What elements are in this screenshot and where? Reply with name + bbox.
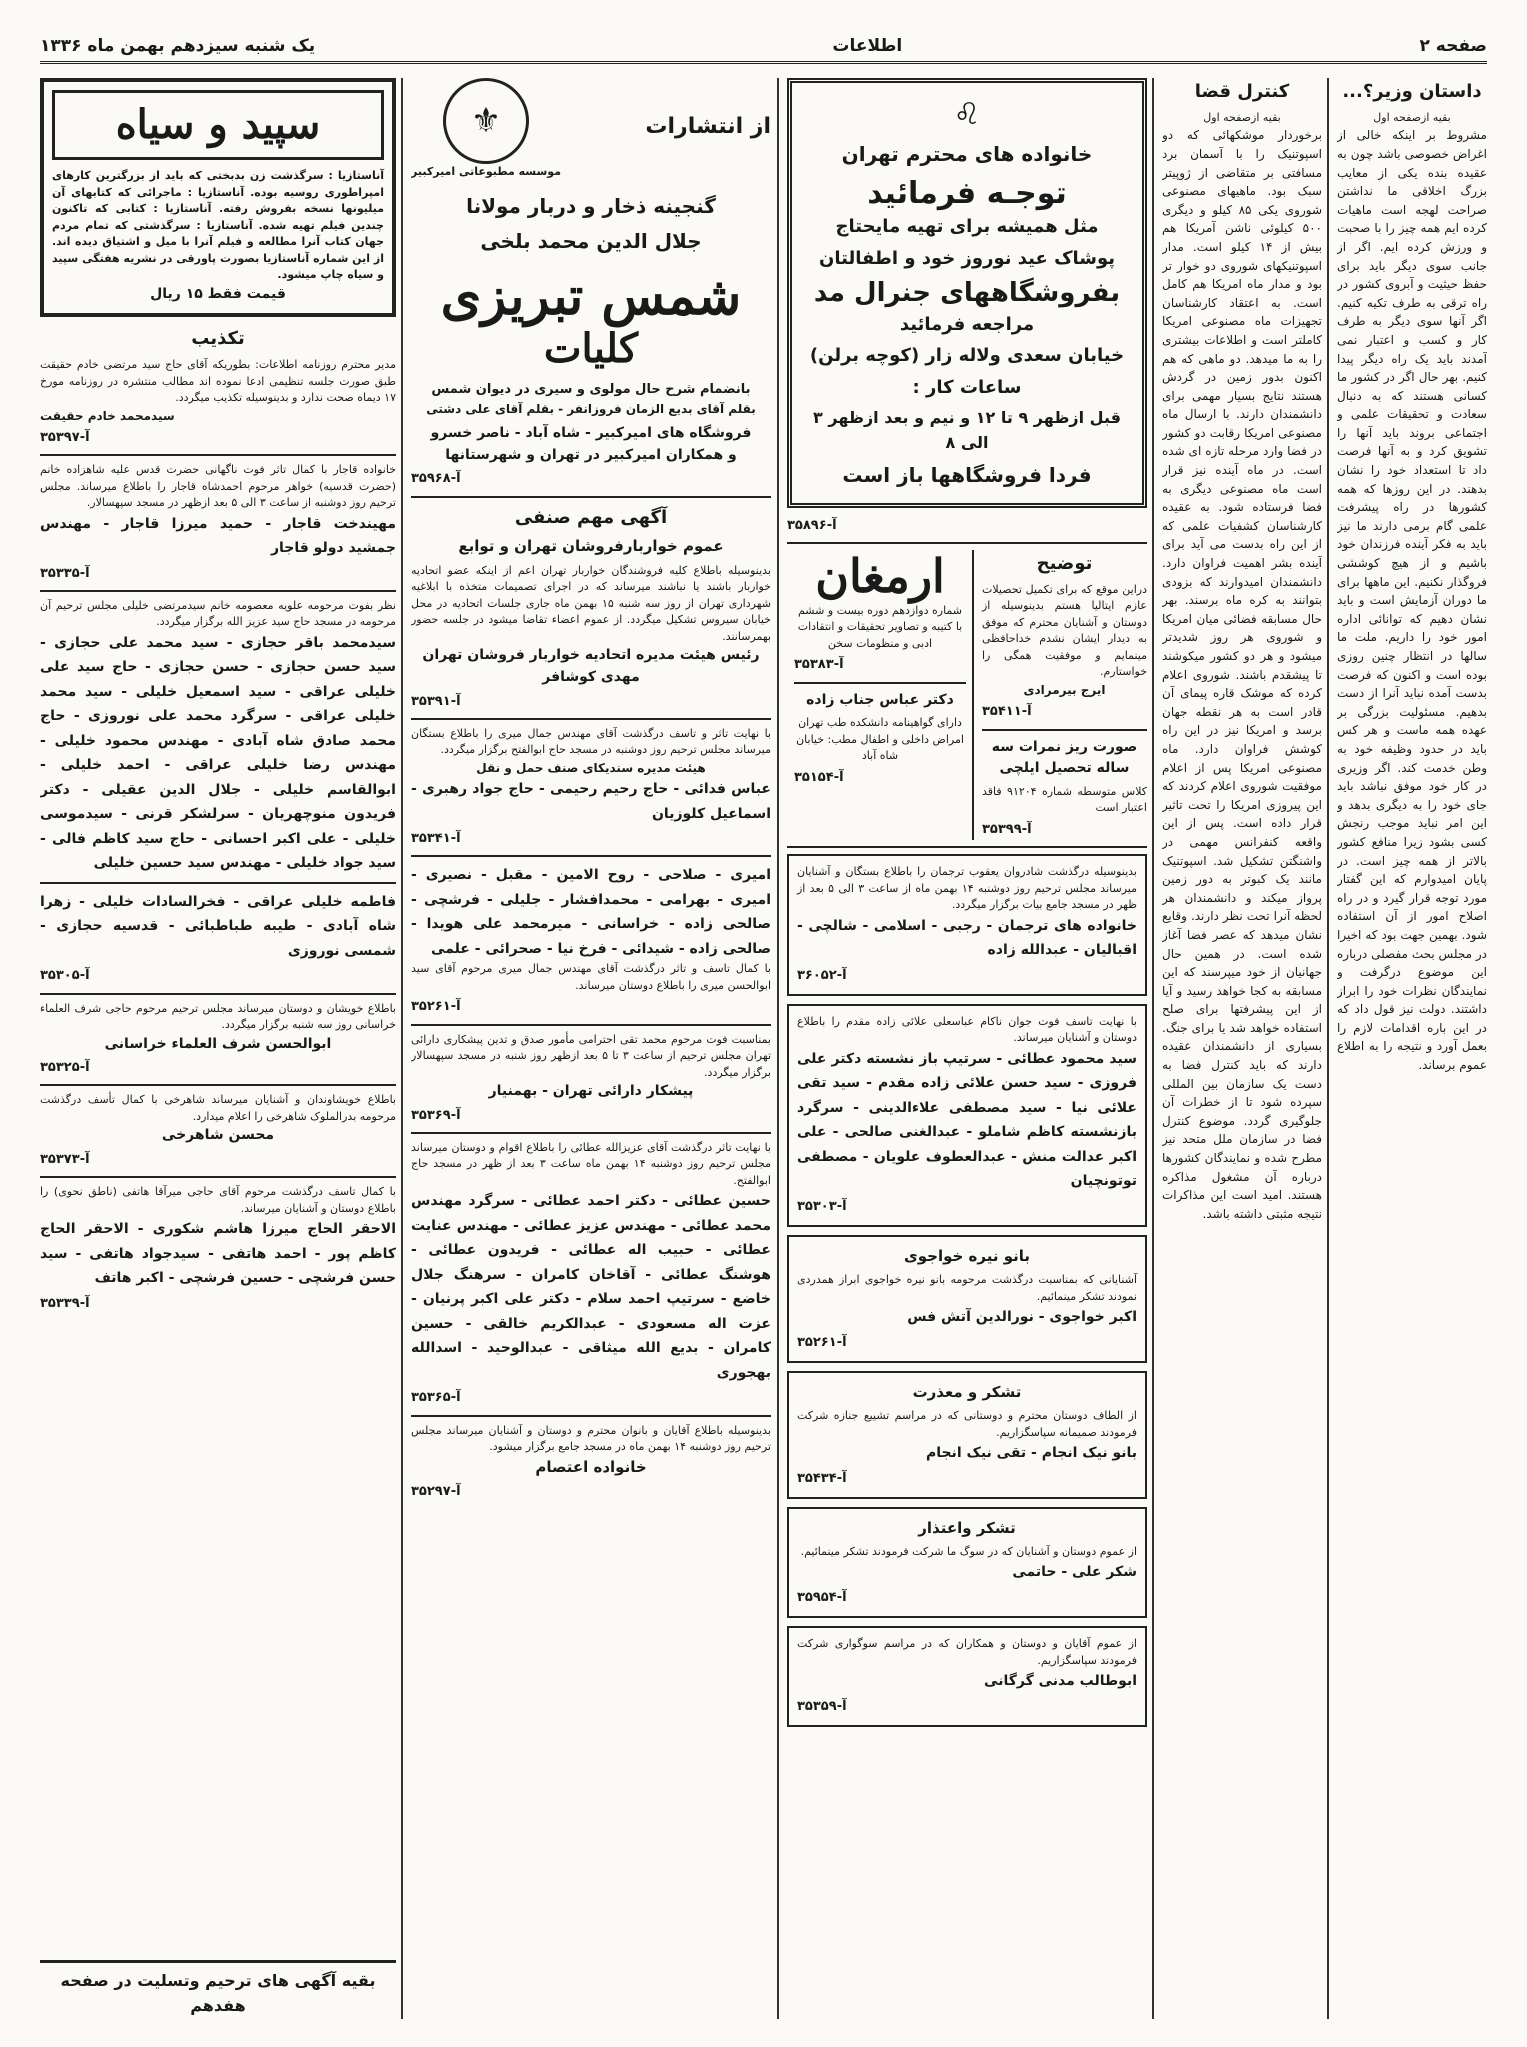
notice-body: از عموم دوستان و آشنایان که در سوگ ما شرکت فرمودند تشکر مینمائیم.: [800, 1544, 1137, 1558]
notice-title: توضیح: [1036, 552, 1093, 574]
magazine-masthead: سپید و سیاه: [52, 90, 384, 160]
column-ads-center: [787, 78, 1147, 2019]
ad-ref: آ-۳۵۹۶۸: [411, 471, 461, 487]
notice-ref: آ-۳۵۴۱۱: [982, 704, 1032, 720]
notice-names: عباس فدائی - حاج رحیم رحیمی - حاج جواد رهبری - اسماعیل کلوزیان: [411, 781, 771, 822]
notice-body: بدینوسیله باطلاع کلیه فروشندگان خواربار تهران اعم از اینکه عضو اتحادیه خواربار باشند یا نباشند میرساند که در اجرای تصمیمات متخذه با ابلاغیه شهرداری تهران از روز سه شنبه ۱۵ بهمن ماه جاری جلسات اتحادیه در محل خیابان سیروس تشکیل میگردد. از عموم اعضاء تقاضا میشود در جلسه حضور بهمرسانند.: [411, 563, 771, 643]
tozi-notice: [982, 550, 1147, 840]
notice-names: شکر علی - حاتمی: [1012, 1564, 1137, 1581]
divider: [411, 855, 771, 857]
notice-names: مهیندخت قاجار - حمید میرزا قاجار - مهندس جمشید دولو قاجار: [40, 515, 396, 557]
notice-body: بدینوسیله باطلاع آقایان و بانوان محترم و دوستان و آشنایان میرساند مجلس ترحیم روز دوشنبه ۱۴ بهمن ماه در مسجد جامع برگزار میشود.: [411, 1423, 771, 1454]
notice-subtitle: عموم خواربارفروشان تهران و توابع: [458, 537, 724, 556]
divider: [411, 1132, 771, 1134]
doctor-name: دکتر عباس جناب زاده: [806, 691, 954, 708]
notice-body: نظر بفوت مرحومه علویه معصومه خانم سیدمرتضی خلیلی مجلس ترحیم آن مرحومه در مسجد حاج سید عزیز الله برگزار میگردد.: [40, 598, 396, 629]
book-line: گنجینه ذخار و دربار مولانا: [466, 193, 716, 218]
notice-ref: آ-۳۵۳۵۹: [797, 1698, 847, 1714]
notice-sign: پیشکار دارائی تهران - بهمنیار: [488, 1083, 694, 1100]
notice-names: الاحقر الحاج میرزا هاشم شکوری - الاحقر الحاج کاظم پور - احمد هاتفی - سیدجواد هاتفی - سید حسن فرشچی - حسین فرشچی - اکبر هاتف: [40, 1221, 396, 1287]
notice-body: با کمال تاسف و تاثر درگذشت آقای مهندس جمال میری مرحوم آقای سید ابوالحسن میری را باطلاع دوستان میرساند.: [411, 962, 771, 992]
notice-ref: آ-۳۵۳۷۳: [40, 1152, 90, 1168]
notice-sign: ایرج بیرمرادی: [1023, 682, 1106, 697]
ad-hours-label: ساعات کار :: [912, 377, 1022, 399]
notice-names: سیدمحمد باقر حجازی - سید محمد علی حجازی - سید حسن حجازی - حسن حجازی - حاج سید علی خلیلی عراقی - سید اسمعیل خلیلی - سید محمد خلیلی عراقی - سرگرد محمد علی نوروزی - حاج محمد صادق شاه آبادی - مهندس محمود خلیلی - مهندس رضا خلیلی عراقی - احمد خلیلی - ابوالقاسم خلیلی - جلال الدین عقیلی - دکتر فریدون منوچهریان - سرلشکر قرنی - سیدموسی خلیلی - علی اکبر احسانی - حاج سید کاظم فالی - سید جواد خلیلی - مهندس سید حسین خلیلی: [40, 634, 396, 872]
notice-names: امیری - صلاحی - روح الامین - مقبل - نصیری - امیری - بهرامی - محمدافشار - جلیلی - فرشچی - صالحی زاده - خراسانی - میرمحمد علی هویدا - صالحی زاده - شیدائی - فرخ نیا - صحرائی - علمی: [411, 867, 771, 957]
column-divider: [1152, 78, 1154, 2019]
divider: [40, 454, 396, 456]
ad-address: خیابان سعدی ولاله زار (کوچه برلن): [809, 345, 1125, 367]
notice-ref: آ-۳۵۳۲۵: [40, 1060, 90, 1076]
divider: [40, 882, 396, 884]
notice-ref: آ-۳۵۳۳۵: [40, 565, 90, 581]
notice-body: با نهایت تاثر و تاسف درگذشت آقای مهندس جمال میری را باطلاع بستگان میرساند مجلس ترحیم روز دوشنبه در مسجد حاج ابوالفتح برگزار میگردد.: [411, 726, 771, 757]
notice-names: ابوطالب مدنی گرگانی: [984, 1673, 1137, 1690]
article-body: مشروط بر اینکه خالی از اغراض خصوصی باشد چون به عقیده بنده یکی از معایب بزرگ اخلاقی ما نداشتن صراحت لهجه است ماهیات کرده ایم همه چیز را با صحبت و ورزش کرده ایم. اگر از جانب سوی دیگر باید برای حفظ حیثیت و آبروی کشور در راه ترقی به طرف تکیه کنیم. اگر آنها سوی دیگر به طرف کار و کسب و اعتبار نمی آمدند باید یک راه دیگر پیدا کنیم. بهر حال اگر در کشور ما کسانی هستند که به دنبال سعادت و تحقیقات علمی و اجتماعی بروند باید آنها را تشویق کرد و به آنها فرصت داد تا استعداد خود را نشان بدهند. در این روزها که همه کشورها در راه پیشرفت علمی گام برمی دارند ما نیز باید به فکر آینده فرزندان خود باشیم و از هیچ کوششی فروگذار نکنیم. این ماهها برای ما دوران آزمایش است و باید نشان دهیم که توانائی اداره امور خود را داریم. ملت ما سالها در انتظار چنین روزی بوده است و اکنون که فرصت بدست آمده نباید آنرا از دست بدهیم. مسئولیت بزرگی بر عهده همه ماست و هر کس باید در حدود وظیفه خود به وطن خدمت کند. اگر وزیری در کار خود موفق نباشد باید جای خود را به دیگری بدهد و این امر نباید موجب رنجش کسی بشود زیرا منافع کشور بالاتر از همه چیز است. در پایان امیدوارم که این گفتار مورد توجه قرار گیرد و در راه اصلاح امور از آن استفاده شود. بهمین جهت بود که اخیرا در مجلس بحث مفصلی درباره این موضوع درگرفت و نمایندگان نظرات خود را ابراز داشتند. دولت نیز قول داد که در این باره اقدامات لازم را بعمل آورد و نتیجه را به اطلاع عموم برساند.: [1337, 128, 1487, 1073]
lion-logo-icon: ♌: [953, 96, 981, 132]
notice-body: باطلاع خویشاوندان و آشنایان میرساند شاهرخی با کمال تأسف درگذشت مرحومه بدرالملوک شاهرخی را اعلام میدارد.: [40, 1093, 396, 1123]
notice-ref: آ-۳۵۳۹۷: [40, 430, 90, 446]
notice-ref: آ-۳۵۴۳۴: [797, 1470, 847, 1486]
notice-title: بانو نیره خواجوی: [903, 1246, 1030, 1265]
book-stores: و همکاران امیرکبیر در تهران و شهرستانها: [445, 446, 737, 463]
divider: [982, 729, 1147, 731]
ad-headline: توجـه فرمائید: [867, 176, 1067, 211]
divider: [411, 1024, 771, 1026]
notice-names: بانو نیک انجام - تقی نیک انجام: [925, 1445, 1137, 1462]
divider: [40, 1176, 396, 1178]
row-tozi-armaghan: [787, 550, 1147, 840]
divider: [40, 590, 396, 592]
paper-name: اطلاعات: [832, 35, 903, 56]
notice-title: تشکر و معذرت: [912, 1382, 1022, 1401]
alaei-notice: [787, 1004, 1147, 1227]
article-body: برخوردار موشکهائی که دو اسپوتنیک را با آسمان برد مسافتی بر متقاضی از ژوپیتر سبک بود. ماهیهای مصنوعی شوروی یکی ۸۵ کیلو و دیگری ۵۰۰ کیلوئی ناشن آمریکا هم بیش از ۱۴ کیلو است. مدار اسپوتنیکهای شوروی دو خوار تر بود و مدار ماه امریکا هم کامل است. به اعتقاد کارشناسان تجهیزات ماه مصنوعی امریکا کاملتر است و اطلاعات بیشتری را به ما میدهد. دو ماهی که هم اکنون بدور زمین در گردش هستند نتایج بسیار مهمی برای دانشمندان دارند. با ارسال ماه مصنوعی امریکا رقابت دو کشور در فضا وارد مرحله تازه ای شده است. در ماه آینده نیز قرار است ماه مصنوعی دیگری به فضا فرستاده شود. به عقیده کارشناسان کشفیات علمی که از این راه بدست می آید برای آینده بشر اهمیت فراوان دارد. دانشمندان امیدوارند که بزودی بتوانند به کره ماه برسند. بهر حال مسابقه فضائی میان امریکا و شوروی هر روز شدیدتر میشود و هر دو کشور میکوشند تا پیشقدم باشند. شوروی اعلام کرده که موشک قاره پیمای آن قادر است به هر نقطه جهان برسد و امریکا نیز در این راه کوشش فراوان دارد. ماه مصنوعی امریکا پس از اعلام موفقیت شوروی اعلام کردند که این پیروزی امریکا را تحت تاثیر قرار داده است. پس از این واقعه کنفرانس مهمی در واشنگتن تشکیل شد. اسپوتنیک مانند یک کبوتر به دور زمین پرواز میکند و دانشمندان هر لحظه آنرا تحت نظر دارند. وقایع نشان میدهد که عصر فضا آغاز شده است. در همین حال جهانیان از خود میپرسند که این مسابقه به کجا خواهد رسید و آیا از این پیشرفتها برای صلح استفاده خواهد شد یا برای جنگ. بسیاری از دانشمندان عقیده دارند که باید کنترل فضا به دست یک سازمان بین المللی سپرده شود تا از خطرات آن جلوگیری گردد. موضوع کنترل فضا در سازمان ملل متحد نیز مطرح شده و نمایندگان کشورها درباره آن مشغول مذاکره هستند. امید است این مذاکرات نتیجه مثبتی داشته باشد.: [1162, 128, 1322, 1221]
page-header: [40, 30, 1487, 64]
issue-date: یک شنبه سیزدهم بهمن ماه ۱۳۳۶: [40, 35, 316, 56]
notice-ref: آ-۳۵۲۶۱: [411, 999, 461, 1015]
notice-body: بدینوسیله درگذشت شادروان یعقوب ترجمان را باطلاع بستگان و آشنایان میرساند مجلس ترحیم روز دوشنبه ۱۴ بهمن ماه از ساعت ۳ الی ۵ بعد از ظهر در مسجد جامع بیات برگزار میگردد.: [797, 865, 1137, 912]
notice-sign: ابوالحسن شرف العلماء خراسانی: [104, 1035, 332, 1052]
notice-ref: آ-۳۵۳۰۳: [797, 1198, 847, 1214]
notice-body: کلاس متوسطه شماره ۹۱۲۰۴ فاقد اعتبار است: [982, 784, 1147, 815]
notice-body: با نهایت تاثر درگذشت آقای عزیزالله عطائی را باطلاع اقوام و دوستان میرساند مجلس ترحیم روز دوشنبه ۱۴ بهمن ماه ساعت ۳ بعد از ظهر در مسجد حاج ابوالفتح.: [411, 1140, 771, 1187]
column-divider: [777, 78, 779, 2019]
divider: [787, 846, 1147, 848]
divider: [40, 1084, 396, 1086]
column-divider: [401, 78, 403, 2019]
notice-body: از الطاف دوستان محترم و دوستانی که در مراسم تشییع جنازه شرکت فرمودند صمیمانه سپاسگزاریم.: [797, 1409, 1137, 1439]
notice-ref: آ-۳۵۳۹۱: [411, 693, 461, 709]
article-title: داستان وزیر؟...: [1342, 81, 1482, 102]
tashakor-notice: [787, 1371, 1147, 1499]
armaghan-body: شماره دوازدهم دوره بیست و ششم با کتیبه و تصاویر تحقیقات و انتقادات ادبی و منظومات سخن: [797, 603, 963, 650]
notice-sign: سیدمحمد خادم حقیقت: [40, 408, 175, 423]
sepid-siah-ad: [40, 78, 396, 317]
divider: [411, 1415, 771, 1417]
notice-ref: آ-۳۵۳۹۹: [982, 821, 1032, 837]
column-divider: [1327, 78, 1329, 2019]
doctor-ref: آ-۳۵۱۵۴: [794, 769, 844, 785]
general-mode-ad: [787, 78, 1147, 508]
divider: [411, 718, 771, 720]
column-vizier-story: [1337, 78, 1487, 2019]
notice-names: سید محمود عطائی - سرتیپ باز نشسته دکتر علی فروزی - سید حسن علائی زاده مقدم - سید تقی علائی نیا - سید مصطفی علاءالدینی - سرگرد بازنشسته کاظم شاملو - عبدالغنی صالحی - علی اکبر عدالت منش - عبدالعطوف علویان - مصطفی توتونچیان: [797, 1050, 1137, 1190]
doctor-body: دارای گواهینامه دانشکده طب تهران امراض داخلی و اطفال مطب: خیابان شاه آباد: [796, 716, 964, 763]
publisher-logo: [411, 78, 561, 181]
notice-ref: آ-۳۵۲۹۷: [411, 1483, 461, 1499]
armaghan-ref: آ-۳۵۳۸۳: [794, 657, 844, 673]
book-kolliyat: کلیات: [543, 325, 639, 373]
notice-ref: آ-۳۶۰۵۲: [797, 967, 847, 983]
notice-names: خانواده های ترجمان - رجبی - اسلامی - شالچی - اقبالیان - عبدالله زاده: [797, 917, 1137, 959]
notice-body: مدیر محترم روزنامه اطلاعات: بطوریکه آقای حاج سید مرتضی خادم حقیقت طبق صورت جلسه تنظیمی ادعا نموده اند مطالب منتشره در روزنامه مورخ ۱۷ دیماه صحت ندارد و بدینوسیله تکذیب میگردد.: [40, 358, 396, 405]
anastasia-body: آناستازیا : سرگذشت زن بدبختی که باید از بزرگترین کارهای امپراطوری روسیه بوده. آناستازیا : ماجرائی که کتابهای آن میلیونها نسخه بفروش رفته. آناستازیا : کتابی که تاکنون چندین فیلم تهیه شده. آناستازیا : سرگذشتی که تمام مردم جهان کتاب آنرا مطالعه و فیلم آنرا با میل و اشتیاق دیده اند. از این شماره آناستازیا بصورت پاورقی در نشریه هفتگی سپید و سیاه چاپ میشود.: [52, 169, 384, 281]
notice-title: تکذیب: [191, 328, 245, 350]
continued-note: بقیه ازصفحه اول: [1203, 110, 1281, 124]
page-number: صفحه ۲: [1419, 35, 1487, 56]
ad-line: مراجعه فرمائید: [899, 313, 1035, 335]
divider: [411, 496, 771, 498]
notice-ref: آ-۳۵۳۶۹: [411, 1107, 461, 1123]
notice-body: با نهایت تاسف فوت جوان ناکام عباسعلی علائی زاده مقدم را باطلاع دوستان و آشنایان میرساند.: [797, 1014, 1137, 1045]
notice-ref: آ-۳۵۳۴۱: [411, 831, 461, 847]
column-space-control: [1162, 78, 1322, 2019]
notice-body: باطلاع خویشان و دوستان میرساند مجلس ترحیم مرحوم حاجی شرف العلماء خراسانی روز سه شنبه برگزار میگردد.: [40, 1001, 396, 1032]
article-title: کنترل قضا: [1194, 81, 1290, 102]
notice-ref: آ-۳۵۳۶۵: [411, 1390, 461, 1406]
notice-body: آشنایانی که بمناسبت درگذشت مرحومه بانو نیره خواجوی ابراز همدردی نمودند تشکر مینمائیم.: [797, 1273, 1137, 1303]
divider: [787, 542, 1147, 544]
notice-sign: رئیس هیئت مدیره اتحادیه خواربار فروشان تهران مهدی کوشافر: [422, 647, 760, 685]
amirkabir-logo-icon: ⚜: [443, 78, 529, 164]
notice-names: فاطمه خلیلی عراقی - فخرالسادات خلیلی - زهرا شاه آبادی - طیبه طباطبائی - قدسیه حجازی - شمسی نوروزی: [40, 893, 396, 959]
notice-title: تشکر واعتذار: [918, 1518, 1016, 1537]
ezteshar-notice: [787, 1507, 1147, 1618]
book-line: جلال الدین محمد بلخی: [480, 228, 702, 253]
notice-body: خانواده قاجار با کمال تاثر فوت ناگهانی حضرت قدس علیه شاهزاده خانم (حضرت قدسیه) خواهر مرحوم احمدشاه قاجار را باطلاع میرساند. مجلس ترحیم روز دوشنبه از ساعت ۳ الی ۵ بعد ازظهر در مسجد سپهسالار.: [40, 463, 396, 510]
notice-body: از عموم آقایان و دوستان و همکاران که در مراسم سوگواری شرکت فرمودند سپاسگزاریم.: [797, 1637, 1137, 1667]
ad-ref: آ-۳۵۸۹۶: [787, 517, 837, 533]
notice-sign: محسن شاهرخی: [161, 1127, 275, 1144]
book-line: بقلم آقای بدیع الزمان فروزانفر - بقلم آقای علی دشتی: [426, 402, 756, 417]
ad-open-note: فردا فروشگاهها باز است: [842, 462, 1092, 487]
madani-notice: [787, 1626, 1147, 1727]
notice-ref: آ-۳۵۳۰۵: [40, 968, 90, 984]
armaghan-title: ارمغان: [815, 548, 945, 603]
publisher-row: [411, 78, 771, 181]
notice-ref: آ-۳۵۹۵۴: [797, 1589, 847, 1605]
notice-ref: آ-۳۵۳۳۹: [40, 1295, 90, 1311]
logo-caption: موسسه مطبوعاتی امیرکبیر: [411, 165, 561, 178]
notice-body: دراین موقع که برای تکمیل تحصیلات عازم ایتالیا هستم بدینوسیله از دوستان و آشنایان محترم که موفق به دیدار ایشان نشدم خداحافظی مینمایم و موفقیت همگی را خواستارم.: [982, 582, 1147, 679]
book-line: بانضمام شرح حال مولوی و سیری در دیوان شمس: [431, 382, 751, 398]
continued-note: بقیه ازصفحه اول: [1373, 110, 1451, 124]
notice-body: بمناسبت فوت مرحوم محمد تقی احترامی مأمور صدق و تدین پیشکاری دارائی تهران مجلس ترحیم از ساعت ۳ تا ۵ بعد ازظهر روز شنبه در مسجد سپهسالار برگزار میگردد.: [411, 1032, 771, 1079]
notice-sign: خانواده اعتصام: [535, 1457, 647, 1476]
tarjoman-notice: [787, 854, 1147, 996]
notice-names: اکبر خواجوی - نورالدین آتش فس: [907, 1309, 1137, 1326]
notice-sign: هیئت مدیره سندیکای صنف حمل و نقل: [476, 760, 706, 775]
publisher-label: از انتشارات: [645, 114, 771, 140]
khajavi-notice: [787, 1235, 1147, 1363]
notice-names: حسین عطائی - دکتر احمد عطائی - سرگرد مهندس محمد عطائی - مهندس عزیز عطائی - مهندس عنایت عطائی - حبیب اله عطائی - فریدون عطائی - هوشنگ عطائی - آقاخان کامران - سرهنگ جلال خاضع - سرتیپ احمد سلام - دکتر علی اکبر پرنیان - عزت اله مسعودی - عبدالکریم خالقی - حسین کامران - بدیع الله میثاقی - عبدالوحید - اسدالله بهجوری: [411, 1193, 771, 1381]
ad-title: خانواده های محترم تهران: [841, 142, 1093, 166]
notice-title: صورت ریز نمرات سه ساله تحصیل ایلچی: [991, 738, 1138, 777]
ad-line: مثل همیشه برای تهیه مایحتاج: [835, 216, 1099, 237]
book-stores: فروشگاه های امیرکبیر - شاه آباد - ناصر خسرو: [430, 425, 752, 442]
ad-hours: قبل ازظهر ۹ تا ۱۲ و نیم و بعد ازظهر ۳ الی ۸: [813, 408, 1121, 453]
armaghan-ad: [794, 550, 974, 840]
notice-body: با کمال تاسف درگذشت مرحوم آقای حاجی میرآقا هاتفی (ناطق نحوی) را باطلاع دوستان و آشنایان میرساند.: [40, 1185, 396, 1215]
anastasia-price: قیمت فقط ۱۵ ریال: [150, 285, 286, 302]
continued-footer: بقیه آگهی های ترحیم وتسلیت در صفحه هفدهم: [40, 1960, 396, 2019]
ad-line: پوشاک عید نوروز خود و اطفالتان: [818, 247, 1115, 269]
notice-ref: آ-۳۵۲۶۱: [797, 1334, 847, 1350]
notice-title: آگهی مهم صنفی: [514, 506, 668, 528]
divider: [40, 993, 396, 995]
divider: [794, 682, 966, 684]
column-shams-ad: [411, 78, 771, 2019]
book-title: شمس تبریزی: [440, 265, 742, 327]
column-left-notices: [40, 78, 396, 2019]
ad-store-name: بفروشگاههای جنرال مد: [813, 277, 1121, 308]
